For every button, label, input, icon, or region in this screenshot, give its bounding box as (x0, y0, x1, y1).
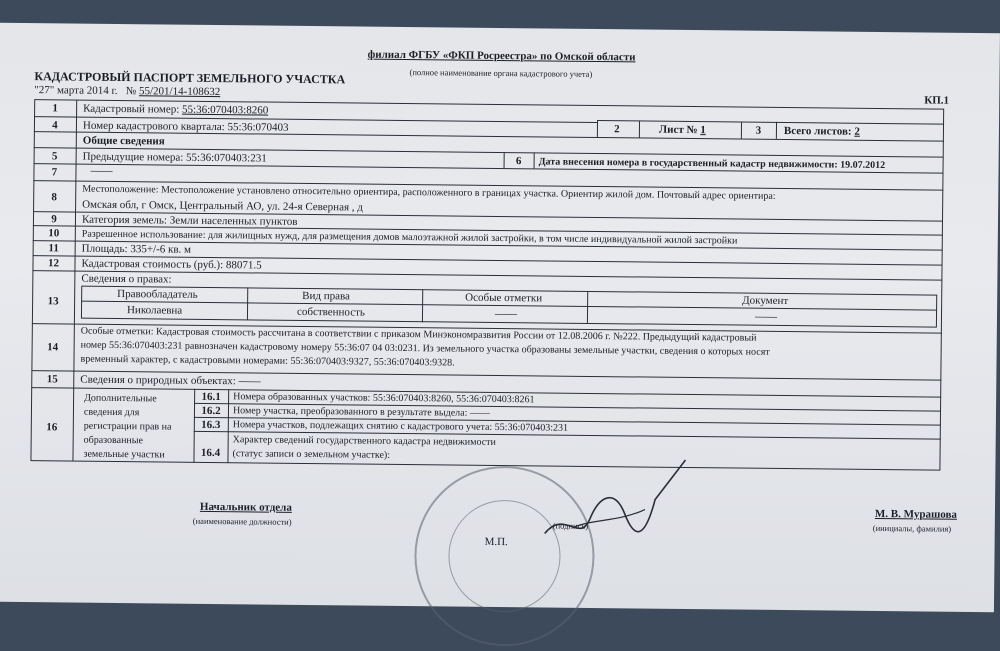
cadastral-number-label: Кадастровый номер: (83, 102, 180, 116)
number-entry-date: Дата внесения номера в государственный кадастр недвижимости: 19.07.2012 (538, 156, 886, 172)
row-num-12: 12 (47, 257, 60, 270)
row-num-15: 15 (46, 373, 58, 386)
row-num-13: 13 (47, 295, 59, 308)
sheet-number (659, 124, 706, 136)
area: Площадь: 335+/-6 кв. м (81, 242, 192, 256)
special-notes-line-3: временный характер, с кадастровыми номерами: 55:36:070403:9327, 55:36:070403:9328. (80, 353, 455, 369)
doc-date (34, 84, 220, 98)
row-num-7: 7 (51, 166, 58, 179)
additional-info-line: Дополнительные (84, 392, 157, 405)
row-num-16: 16 (46, 421, 58, 434)
rights-header-type: Вид права (302, 289, 351, 303)
additional-info-label (83, 392, 194, 463)
org-caption: (полное наименование органа кадастрового учета) (409, 67, 593, 79)
record-status-line-2: (статус записи о земельном участке): (232, 448, 391, 461)
rights-header-document: Документ (742, 294, 789, 308)
row-num-16-4: 16.4 (200, 446, 221, 460)
row-num-3: 3 (755, 124, 762, 137)
doc-number: 55/201/14-108632 (138, 85, 221, 99)
cadastral-quarter: Номер кадастрового квартала: 55:36:070403 (82, 119, 289, 134)
natural-objects: Сведения о природных объектах: —— (80, 373, 261, 388)
divider (639, 120, 640, 137)
org-name: филиал ФГБУ «ФКП Росреестра» по Омской области (367, 48, 636, 64)
row-num-9: 9 (51, 213, 57, 226)
position-caption: (наименование должности) (192, 515, 292, 527)
record-status-line-1: Характер сведений государственного кадастра недвижимости (232, 434, 496, 448)
date-rest: марта 2014 г. (56, 84, 118, 97)
signer-position: Начальник отдела (199, 500, 292, 514)
rights-notes: —— (494, 307, 518, 321)
additional-info-line: регистрации прав на (83, 420, 172, 433)
previous-numbers: Предыдущие номера: 55:36:070403:231 (82, 150, 267, 165)
row-num-2: 2 (614, 123, 620, 136)
rights-heading: Сведения о правах: (81, 272, 172, 286)
page-title: КАДАСТРОВЫЙ ПАСПОРТ ЗЕМЕЛЬНОГО УЧАСТКА (34, 69, 346, 87)
signature-caption: (подпись) (552, 520, 589, 531)
row-7-value: —— (90, 164, 113, 177)
cadastral-number-value: 55:36:070403:8260 (182, 103, 269, 117)
location-line-1: Местоположение: Местоположение установлено относительно ориентира, расположенного в границах участка. Ориентир жилой дом. Почтовый адрес ориентира: (82, 183, 776, 202)
row-num-6: 6 (515, 155, 522, 168)
rights-document: —— (754, 310, 778, 323)
additional-info-line: образованные (83, 434, 144, 447)
total-sheets (784, 125, 860, 138)
sheet-number-value: 1 (700, 124, 706, 137)
special-notes-line-2: номер 55:36:070403:231 равнозначен кадастровому номеру 55:36:07 04 03:0231. Из земельного участка образованы земельные участки, сведения о которых носят (80, 339, 770, 358)
special-notes-line-1: Особые отметки: Кадастровая стоимость рассчитана в соответствии с приказом Минэкономразвития России от 12.08.2006 г. №222. Предыдущий кадастровый (80, 325, 757, 344)
total-sheets-value: 2 (854, 125, 860, 138)
row-num-16-2: 16.2 (201, 404, 221, 418)
row-num-10: 10 (48, 227, 60, 240)
divider (534, 152, 535, 168)
rights-header-owner: Правообладатель (117, 288, 198, 301)
signature-icon (535, 448, 696, 550)
document-sheet (0, 23, 1000, 612)
sheet-number-label: Лист № (658, 123, 698, 137)
permitted-use: Разрешенное использование: для жилищных нужд, для размещения домов малоэтажной жилой застройки, в том числе индивидуальной жилой застройки (81, 228, 738, 247)
date-day: "27" (34, 84, 55, 97)
row-num-5: 5 (51, 150, 58, 163)
row-num-16-1: 16.1 (201, 390, 221, 404)
row-num-8: 8 (51, 191, 58, 204)
row-num-1: 1 (52, 102, 58, 115)
cadastral-value: Кадастровая стоимость (руб.): 88071.5 (81, 257, 262, 272)
divider (776, 122, 777, 139)
doc-no-label: № (125, 85, 137, 98)
row-num-11: 11 (48, 242, 59, 255)
cadastral-number (83, 103, 268, 117)
stamp-place: М.П. (484, 535, 508, 549)
rights-header-notes: Особые отметки (465, 291, 543, 305)
formed-plots: Номера образованных участков: 55:36:070403:8260, 55:36:070403:8261 (233, 391, 535, 406)
additional-info-line: сведения для (83, 406, 140, 419)
land-category: Категория земель: Земли населенных пунктов (81, 213, 298, 228)
plots-to-remove: Номера участков, подлежащих снятию с кадастрового учета: 55:36:070403:231 (232, 419, 569, 434)
rights-type: собственность (296, 305, 366, 319)
row-num-16-3: 16.3 (201, 418, 221, 432)
additional-info-line: земельные участки (83, 448, 165, 461)
general-info-heading: Общие сведения (82, 134, 165, 148)
row-num-14: 14 (47, 341, 59, 354)
rights-owner: Николаевна (126, 304, 183, 317)
divider (597, 120, 598, 137)
location-line-2: Омская обл, г Омск, Центральный АО, ул. 24-я Северная , д (82, 198, 363, 214)
row-num-4: 4 (52, 119, 58, 132)
name-caption: (инициалы, фамилия) (872, 522, 952, 534)
signer-name: М. В. Мурашова (874, 507, 958, 521)
form-code: КП.1 (924, 94, 950, 107)
total-sheets-label: Всего листов: (783, 124, 852, 138)
transformed-plot: Номер участка, преобразованного в результате выдела: —— (232, 405, 490, 419)
